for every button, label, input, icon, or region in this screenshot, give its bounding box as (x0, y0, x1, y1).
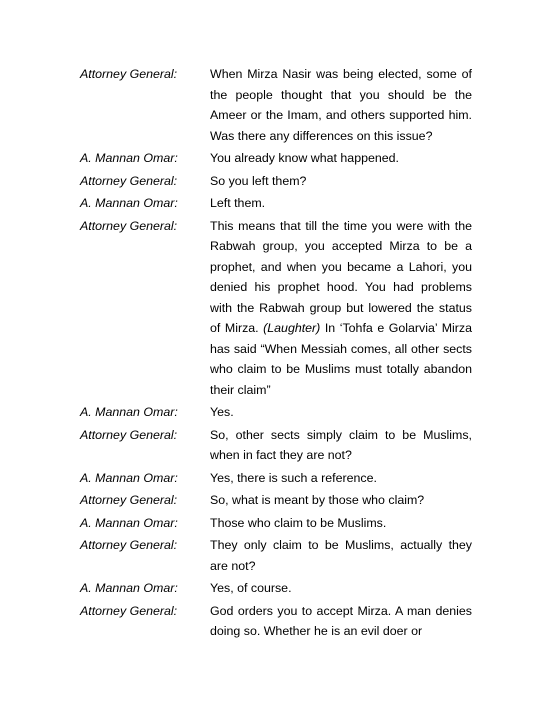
speech-segment: So, what is meant by those who claim? (210, 493, 425, 507)
speaker-label: A. Mannan Omar: (80, 581, 178, 595)
speaker-label: A. Mannan Omar: (80, 515, 178, 530)
speaker-label: A. Mannan Omar: (80, 470, 178, 485)
speech-text (210, 490, 472, 511)
transcript-entry (80, 513, 472, 534)
speech-segment: So you left them? (210, 173, 307, 188)
transcript-entry (80, 171, 472, 192)
transcript-entry (80, 193, 472, 214)
speaker-label: A. Mannan Omar: (80, 151, 178, 165)
speech-segment: Yes, of course. (210, 581, 292, 595)
speech-segment: This means that till the time you were with the Rabwah group, you accepted Mirza to be a prophet, and when you became a Lahori, you denied his prophet hood. You had problems with the Rabwah group but lowered the status of Mirza. (210, 218, 472, 335)
speech-text (210, 425, 472, 466)
transcript-entry (80, 578, 472, 599)
speech-text (210, 64, 472, 146)
transcript-entry (80, 601, 472, 642)
transcript-entry (80, 148, 472, 169)
speaker-label: Attorney General: (80, 218, 178, 233)
transcript-entry (80, 490, 472, 511)
speech-text (210, 535, 472, 576)
speech-text (210, 578, 472, 599)
speech-text (210, 402, 472, 423)
transcript-entry (80, 402, 472, 423)
speaker-label: Attorney General: (80, 67, 178, 81)
transcript-entry (80, 468, 472, 489)
speaker-label: Attorney General: (80, 427, 178, 442)
speaker-label: Attorney General: (80, 173, 178, 188)
speech-segment: Left them. (210, 196, 266, 210)
stage-direction: (Laughter) (263, 321, 321, 335)
speaker-label: Attorney General: (80, 603, 178, 618)
speech-text (210, 216, 472, 401)
speaker-label: A. Mannan Omar: (80, 196, 178, 210)
speech-segment: Yes, there is such a reference. (210, 470, 377, 485)
speech-text (210, 193, 472, 214)
speaker-label: Attorney General: (80, 538, 178, 552)
speech-segment: So, other sects simply claim to be Muslims, when in fact they are not? (210, 427, 472, 462)
speech-segment: God orders you to accept Mirza. A man denies doing so. Whether he is an evil doer or (210, 603, 472, 638)
speech-segment: You already know what happened. (210, 151, 399, 165)
speech-text (210, 468, 472, 489)
transcript-entry (80, 216, 472, 401)
transcript-entry (80, 64, 472, 146)
speech-text (210, 513, 472, 534)
speech-text (210, 148, 472, 169)
speech-text (210, 171, 472, 192)
speech-segment: Yes. (210, 405, 234, 419)
transcript (80, 64, 472, 644)
speech-segment: When Mirza Nasir was being elected, some of the people thought that you should be the Ameer or the Imam, and others supported him. Was there any differences on this issue? (210, 67, 472, 143)
transcript-entry (80, 425, 472, 466)
speaker-label: A. Mannan Omar: (80, 405, 178, 419)
speech-text (210, 601, 472, 642)
speech-segment: They only claim to be Muslims, actually they are not? (210, 538, 472, 573)
speech-segment: In ‘Tohfa e Golarvia’ Mirza has said “When Messiah comes, all other sects who claim to be Muslims must totally abandon their claim” (210, 321, 472, 397)
speech-segment: Those who claim to be Muslims. (210, 515, 387, 530)
speaker-label: Attorney General: (80, 493, 178, 507)
transcript-entry (80, 535, 472, 576)
